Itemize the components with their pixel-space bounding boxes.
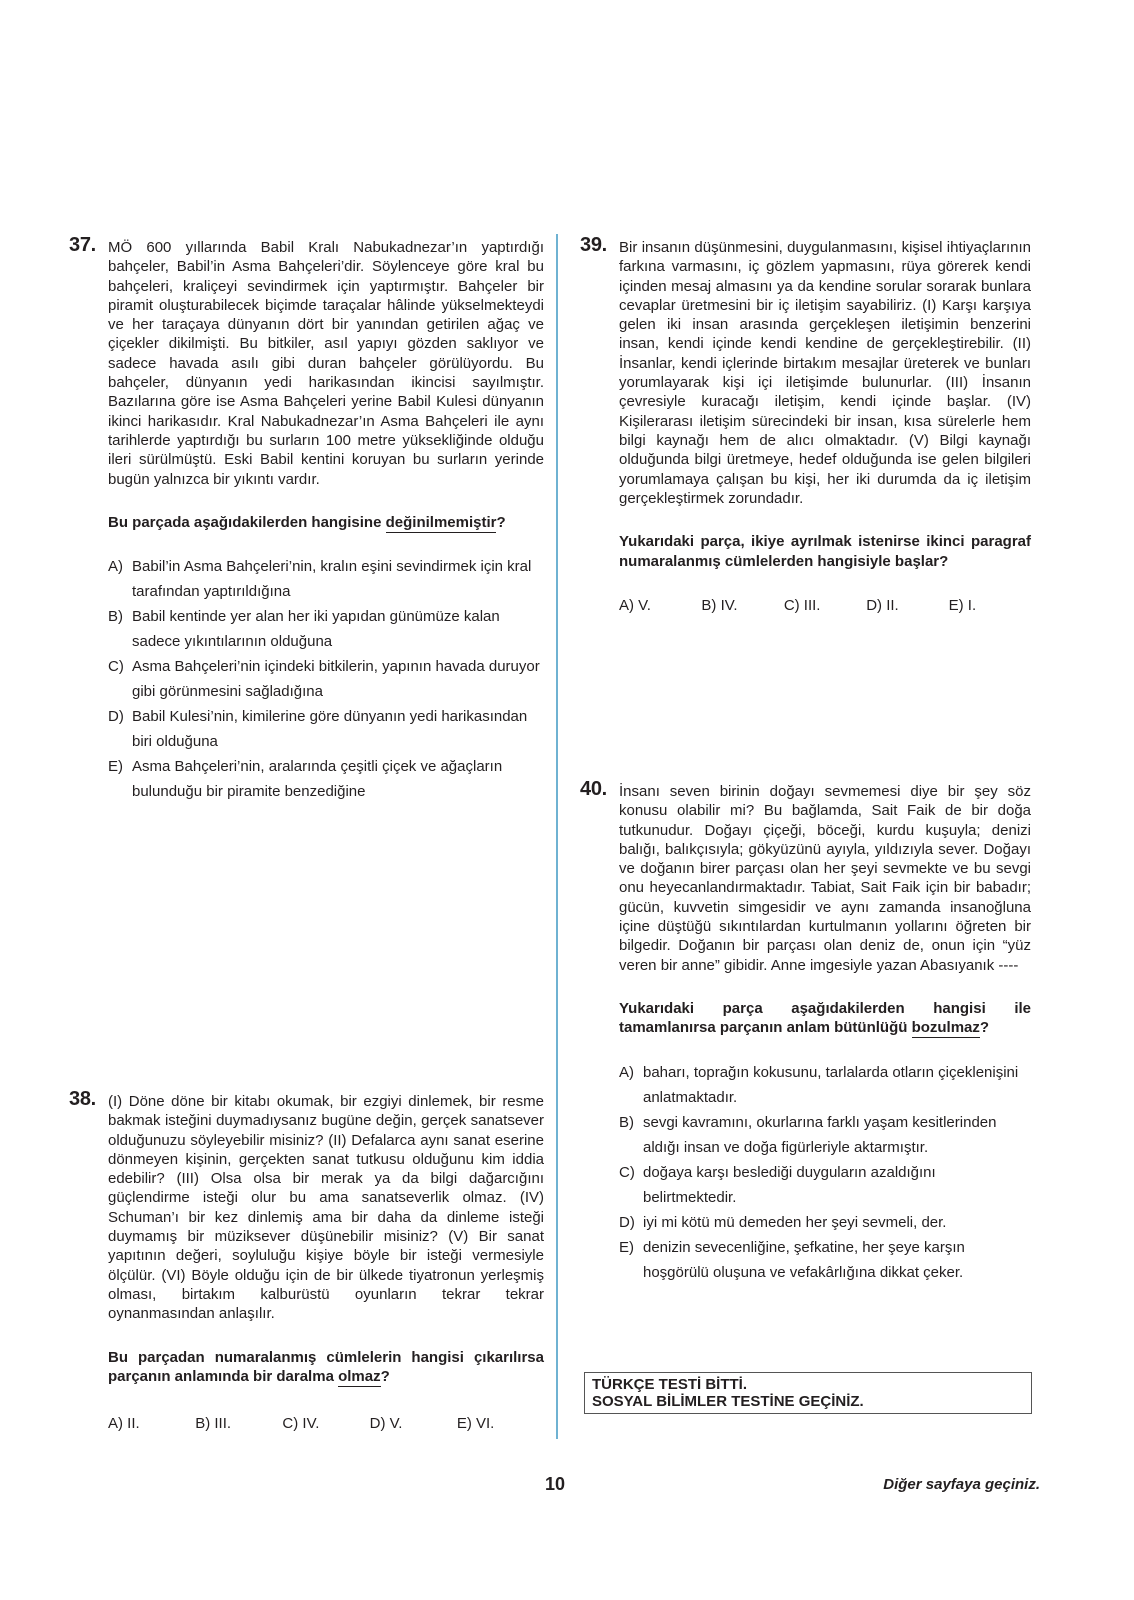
question-number: 40. (580, 778, 607, 800)
test-end-notice (584, 1372, 1032, 1414)
question-stem: Bu parçadan numaralanmış cümlelerin hangisi çıkarılırsa parçanın anlamında bir daralma olmaz? (108, 1348, 544, 1386)
option-e[interactable]: E) denizin sevecenliğine, şefkatine, her şeye karşın hoşgörülü oluşuna ve vefakârlığına dikkat çeker. (619, 1238, 965, 1281)
option-c[interactable]: C) doğaya karşı beslediği duyguların azaldığını belirtmektedir. (619, 1163, 936, 1206)
question-passage: İnsanı seven birinin doğayı sevmemesi diye bir şey söz konusu olabilir mi? Bu bağlamda, Sait Faik de bir doğa tutkunudur. Doğayı çiçeği, böceği, kurdu kuşuyla; denizi balığı, balıkçısıyla; gökyüzünü ayıyla, yıldızıyla sever. Doğayı ve doğanın birer parçası olan her şeyi sevmekte ve bu sevgi onu heyecanlandırmaktadır. Tabiat, Sait Faik için bir babadır; gücün, kuvvetin simgesidir ve aynı zamanda insanoğluna içine düştüğü sıkıntılardan kurtulmanın yollarını öğreten bir bilgedir. Doğanın bir parçası olan deniz de, onun için “yüz veren bir anne” gibidir. Anne imgesiyle yazan Abasıyanık ---- (619, 783, 1031, 974)
option-c[interactable]: C) III. (783, 597, 821, 615)
question-passage: (I) Döne döne bir kitabı okumak, bir ezgiyi dinlemek, bir resme bakmak isteğini duymadıysanız bugüne değin, gerçek sanatsever olduğunuzu söyleyebilir misiniz? (II) Defalarca aynı sanat eserine dönmeyen kişinin, gerçekten sanat tutkusu olduğunu kim iddia edebilir? (III) Olsa olsa bir merak ya da bilgi dağarcığını güçlendirme isteği olur bu ama sanatseverlik olmaz. (IV) Schuman’ı bir kez dinlemiş ama bir daha da dinleme isteği duymamış bir müziksever düşünebilir misiniz? (V) Bir sanat yapıtının değeri, soyluluğu kişiye böyle bir isteği vermesiyle ölçülür. (VI) Böyle olduğu için de bir ülkede tiyatronun yerleşmiş olması, birtakım kalburüstü oyunların tekrar tekrar oynanmasından anlaşılır. (108, 1093, 544, 1323)
option-b[interactable]: B) Babil kentinde yer alan her iki yapıdan günümüze kalan sadece yıkıntılarının olduğuna (108, 608, 500, 651)
next-page-notice: Diğer sayfaya geçiniz. (883, 1476, 1040, 1493)
question-number: 39. (580, 234, 607, 256)
question-37 (69, 234, 544, 804)
question-number: 37. (69, 234, 96, 256)
option-d[interactable]: D) iyi mi kötü mü demeden her şeyi sevmeli, der. (619, 1213, 947, 1231)
option-e[interactable]: E) I. (948, 597, 977, 615)
option-e[interactable]: E) VI. (456, 1414, 495, 1432)
question-passage: MÖ 600 yıllarında Babil Kralı Nabukadnezar’ın yaptırdığı bahçeler, Babil’in Asma Bahçeleri’dir. Söylenceye göre kral bu bahçeleri, kraliçeyi sevindirmek için yaptırmıştır. Bahçeler bir piramit oluşturabilecek biçimde taraçalar hâlinde yükselmekteydi ve her taraçaya dünyanın dört bir yanından getirilen ağaç ve çiçekler dikilmişti. Bu bitkiler, asıl yapıyı gözden saklıyor ve sadece havada asılı gibi duran bahçeler görülüyordu. Bu bahçeler, dünyanın yedi harikasından ikincisi sayılmıştır. Bazılarına göre ise Asma Bahçeleri yerine Babil Kulesi dünyanın ikinci harikasıdır. Kral Nabukadnezar’ın Asma Bahçeleri ile aynı tarihlerde yaptırdığı bu surların 100 metre yüksekliğinde olduğu ileri sürülmüştü. Eski Babil kentini koruyan bu surların yerinde bugün yalnızca bir yıkıntı vardır. (108, 239, 544, 488)
answer-options (108, 1415, 544, 1432)
answer-options (108, 554, 544, 804)
page-number: 10 (545, 1474, 566, 1494)
question-stem: Yukarıdaki parça aşağıdakilerden hangisi ile tamamlanırsa parçanın anlam bütünlüğü bozulmaz? (619, 999, 1031, 1037)
question-stem: Bu parçada aşağıdakilerden hangisine değinilmemiştir? (108, 513, 506, 531)
answer-options (619, 1060, 1031, 1285)
question-38 (69, 1088, 544, 1432)
option-b[interactable]: B) sevgi kavramını, okurlarına farklı yaşam kesitlerinden aldığı insan ve doğa figürleriyle aktarmıştır. (619, 1113, 997, 1156)
question-stem: Yukarıdaki parça, ikiye ayrılmak istenirse ikinci paragraf numaralanmış cümlelerden hangisiyle başlar? (619, 533, 1031, 570)
end-notice-line-2: SOSYAL BİLİMLER TESTİNE GEÇİNİZ. (592, 1393, 864, 1410)
emphasis-underline: bozulmaz (911, 1019, 980, 1037)
emphasis-underline: olmaz (338, 1368, 381, 1386)
option-e[interactable]: E) Asma Bahçeleri’nin, aralarında çeşitli çiçek ve ağaçların bulunduğu bir piramite benzediğine (108, 758, 503, 801)
option-c[interactable]: C) Asma Bahçeleri’nin içindeki bitkilerin, yapının havada duruyor gibi görünmesini sağladığına (108, 658, 540, 701)
question-40 (580, 778, 1031, 1285)
option-a[interactable]: A) Babil’in Asma Bahçeleri’nin, kralın eşini sevindirmek için kral tarafından yaptırıldığına (108, 558, 532, 601)
answer-options (619, 597, 1031, 614)
option-a[interactable]: A) baharı, toprağın kokusunu, tarlalarda otların çiçeklenişini anlatmaktadır. (619, 1063, 1019, 1106)
question-passage: Bir insanın düşünmesini, duygulanmasını, kişisel ihtiyaçlarının farkına varmasını, iç gözlem yapmasını, rüya görerek kendi içinden mesaj almasını ya da kendine sorular sorarak bunlara cevaplar üretmesini bir iç iletişim sayabiliriz. (I) Karşı karşıya gelen iki insan arasında gerçekleşen iletişimin benzerini insan, kendi içinde kendi kendine de gerçekleştirebilir. (II) İnsanlar, kendi içlerinde birtakım mesajlar üreterek ve bunları yorumlayarak kişi içi iletişimde bulunurlar. (III) İnsanın çevresiyle kuracağı iletişim, kendi içinde başlar. (IV) Kişilerarası iletişim sürecindeki bir insan, kısa sürelerle hem bilgi kaynağı hem de alıcı olmaktadır. (V) Bilgi kaynağı olduğunda bilgi üretmeye, hedef olduğunda ise gelen bilgileri yorumlamaya çalışan bu kişi, her iki durumda da iç iletişim gerçekleştirmek zorundadır. (619, 239, 1031, 507)
column-divider (556, 234, 558, 1439)
option-c[interactable]: C) IV. (282, 1414, 320, 1432)
question-number: 38. (69, 1088, 96, 1110)
end-notice-line-1: TÜRKÇE TESTİ BİTTİ. (592, 1376, 747, 1393)
option-b[interactable]: B) III. (195, 1414, 232, 1432)
option-d[interactable]: D) II. (866, 597, 899, 615)
option-a[interactable]: A) V. (619, 597, 651, 615)
option-a[interactable]: A) II. (108, 1414, 140, 1432)
option-b[interactable]: B) IV. (701, 597, 738, 615)
question-39 (580, 234, 1031, 615)
option-d[interactable]: D) V. (369, 1414, 403, 1432)
emphasis-underline: değinilmemiştir (385, 513, 497, 531)
option-d[interactable]: D) Babil Kulesi’nin, kimilerine göre dünyanın yedi harikasından biri olduğuna (108, 708, 528, 751)
